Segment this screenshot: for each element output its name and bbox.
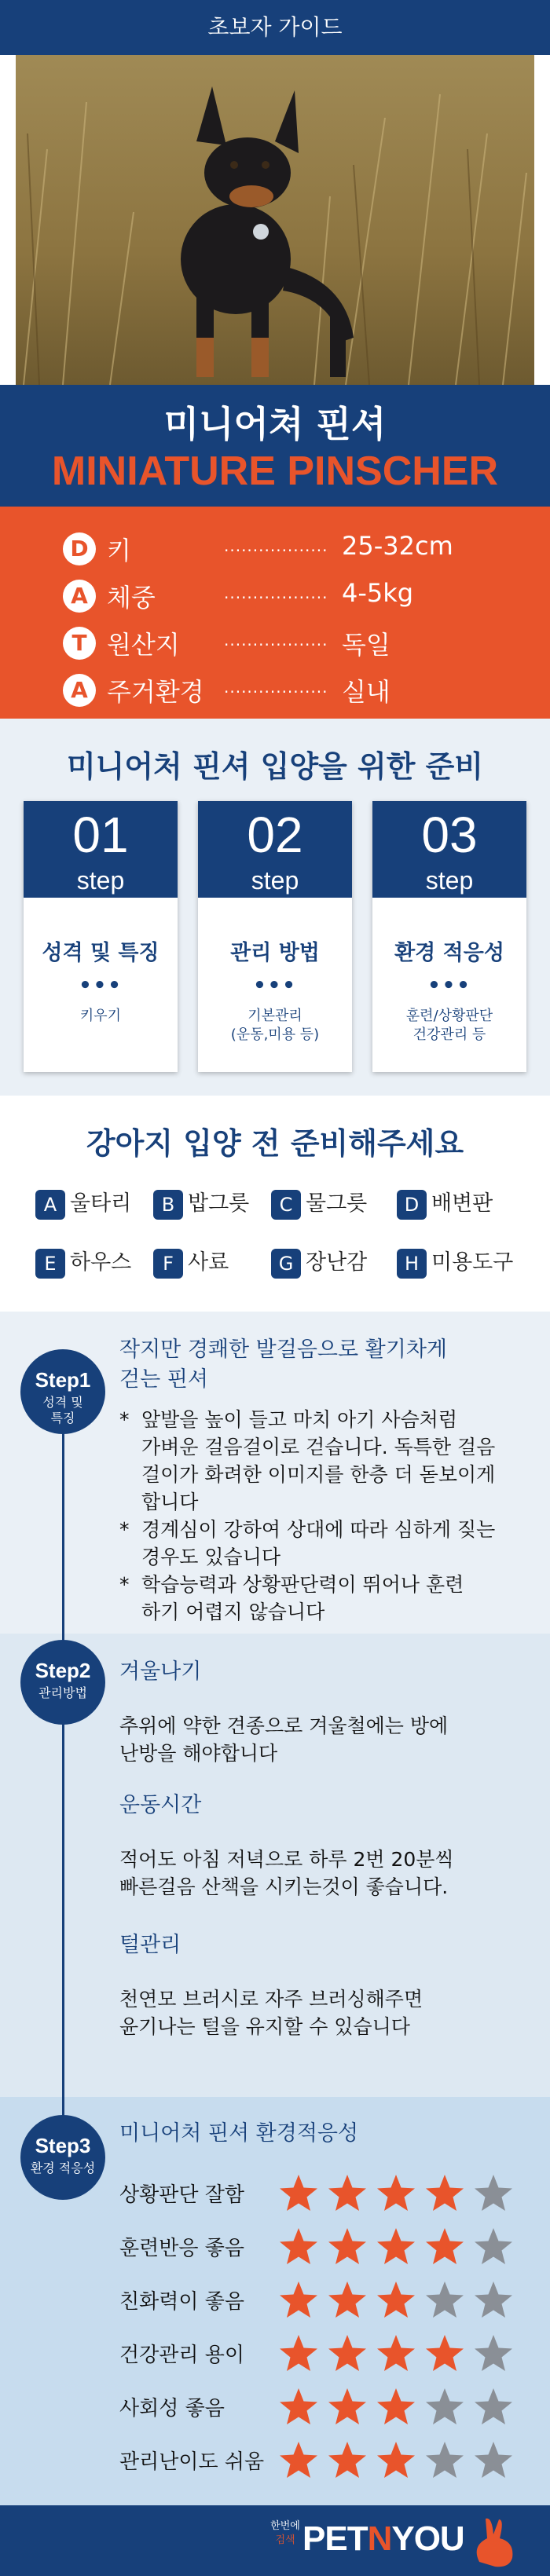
step2-text: 추위에 약한 견종으로 겨울철에는 방에 난방을 해야합니다	[119, 1714, 449, 1765]
info-dots: ..................	[224, 631, 328, 649]
rating-label: 관리난이도 쉬움	[119, 2450, 265, 2474]
step-circle-sub: 성격 및 특징	[42, 1395, 83, 1425]
step-circle-sub: 관리방법	[38, 1685, 87, 1700]
step-card-title: 환경 적응성	[394, 941, 504, 965]
checklist-item	[397, 1186, 493, 1219]
info-label: 주거환경	[107, 677, 204, 707]
checklist-item	[153, 1186, 249, 1219]
rabbit-mascot-icon	[464, 2515, 526, 2570]
checklist-label: 배변판	[431, 1191, 493, 1216]
checklist-item	[153, 1245, 229, 1278]
checklist-badge: F	[153, 1249, 183, 1279]
info-row-residence	[63, 670, 503, 709]
rating-row	[119, 2276, 536, 2323]
step-card-3	[372, 801, 526, 1072]
checklist-badge: E	[35, 1249, 65, 1279]
adoption-prep-section	[0, 719, 550, 1096]
info-dots: ..................	[224, 536, 328, 555]
star-empty-icon	[471, 2333, 515, 2373]
step-card-dots: •••	[253, 974, 297, 997]
star-filled-icon	[277, 2172, 321, 2213]
step-card-1	[24, 801, 178, 1072]
bullet-item: * 앞발을 높이 들고 마치 아기 사슴처럼 가벼운 걸음걸이로 걷습니다. 독특한 걸음 걸이가 화려한 이미지를 한층 더 돋보이게 합니다	[119, 1406, 536, 1516]
hero-photo	[16, 55, 534, 385]
star-filled-icon	[325, 2172, 369, 2213]
step-number: 03	[421, 807, 478, 863]
rating-label: 사회성 좋음	[119, 2397, 225, 2420]
rating-stars	[277, 2333, 520, 2372]
star-filled-icon	[325, 2333, 369, 2373]
star-filled-icon	[325, 2279, 369, 2320]
section-title: 미니어처 핀셔 입양을 위한 준비	[66, 749, 484, 784]
step-circle-label: Step2	[35, 1659, 91, 1682]
checklist-label: 하우스	[70, 1250, 132, 1275]
checklist-item	[397, 1245, 513, 1278]
step-card-desc: 기본관리	[248, 1008, 302, 1024]
star-filled-icon	[374, 2226, 418, 2267]
star-filled-icon	[423, 2226, 467, 2267]
timeline-line	[62, 1367, 64, 2168]
star-filled-icon	[374, 2172, 418, 2213]
rating-label: 훈련반응 좋음	[119, 2237, 244, 2260]
checklist-label: 울타리	[70, 1191, 132, 1216]
info-row-weight	[63, 576, 503, 615]
step-card-title: 관리 방법	[230, 941, 320, 965]
checklist-badge: A	[35, 1190, 65, 1220]
checklist-label: 미용도구	[431, 1250, 514, 1275]
info-dots: ..................	[224, 678, 328, 697]
star-filled-icon	[325, 2386, 369, 2427]
step-word: step	[425, 866, 474, 895]
bullet-item: * 경계심이 강하여 상대에 따라 심하게 짖는 경우도 있습니다	[119, 1516, 536, 1571]
rating-row	[119, 2436, 536, 2483]
step-card-desc: 키우기	[79, 1008, 122, 1024]
preparation-checklist	[0, 1096, 550, 1312]
checklist-badge: D	[397, 1190, 427, 1220]
step-circle-label: Step1	[35, 1368, 91, 1392]
step1-bullets	[119, 1406, 536, 1626]
step-card-desc: 건강관리 등	[412, 1026, 486, 1043]
checklist-item	[35, 1245, 131, 1278]
step1-heading-line: 작지만 경쾌한 발걸음으로 활기차게	[119, 1337, 447, 1362]
step-number: 02	[247, 807, 303, 863]
checklist-badge: H	[397, 1249, 427, 1279]
dog-photo-illustration	[16, 55, 534, 385]
info-value: 25-32cm	[342, 531, 453, 561]
star-empty-icon	[471, 2226, 515, 2267]
step-word: step	[251, 866, 299, 895]
star-empty-icon	[471, 2439, 515, 2480]
star-filled-icon	[277, 2226, 321, 2267]
step2-subheading: 털관리	[119, 1933, 182, 1957]
info-row-height	[63, 529, 503, 568]
info-badge: A	[63, 674, 96, 707]
info-value: 독일	[342, 630, 390, 660]
step3-heading: 미니어처 핀셔 환경적응성	[119, 2121, 359, 2146]
footer-tagline: 한번에 검색	[270, 2520, 300, 2546]
rating-stars	[277, 2172, 520, 2212]
star-filled-icon	[277, 2386, 321, 2427]
star-filled-icon	[374, 2386, 418, 2427]
step-number: 01	[72, 807, 129, 863]
info-label: 체중	[107, 583, 156, 613]
step-card-desc: (운동,미용 등)	[230, 1026, 320, 1043]
star-empty-icon	[471, 2279, 515, 2320]
rating-label: 건강관리 용이	[119, 2344, 244, 2367]
star-filled-icon	[277, 2439, 321, 2480]
checklist-item	[271, 1245, 367, 1278]
step-card-header	[198, 801, 352, 898]
step-card-header	[372, 801, 526, 898]
info-badge: D	[63, 532, 96, 565]
checklist-label: 물그릇	[306, 1191, 368, 1216]
step1-heading	[119, 1335, 447, 1395]
rating-stars	[277, 2226, 520, 2265]
rating-row	[119, 2223, 536, 2270]
step2-subheading: 겨울나기	[119, 1659, 202, 1684]
star-empty-icon	[471, 2172, 515, 2213]
breed-info-panel	[0, 507, 550, 719]
bullet-item: * 학습능력과 상황판단력이 뛰어나 훈련 하기 어렵지 않습니다	[119, 1571, 536, 1626]
checklist-badge: C	[271, 1190, 301, 1220]
info-dots: ..................	[224, 584, 328, 602]
star-filled-icon	[374, 2279, 418, 2320]
star-filled-icon	[277, 2279, 321, 2320]
star-empty-icon	[423, 2279, 467, 2320]
rating-label: 친화력이 좋음	[119, 2290, 244, 2314]
info-row-origin	[63, 623, 503, 662]
step-card-header	[24, 801, 178, 898]
star-filled-icon	[325, 2226, 369, 2267]
rating-row	[119, 2383, 536, 2430]
checklist-label: 사료	[188, 1250, 229, 1275]
step2-subheading: 운동시간	[119, 1793, 202, 1817]
rating-label: 상황판단 잘함	[119, 2183, 244, 2207]
star-filled-icon	[374, 2333, 418, 2373]
step2-text: 적어도 아침 저녁으로 하루 2번 20분씩 빠른걸음 산책을 시키는것이 좋습니다.	[119, 1848, 454, 1898]
star-empty-icon	[423, 2439, 467, 2480]
star-filled-icon	[423, 2333, 467, 2373]
checklist-badge: G	[271, 1249, 301, 1279]
checklist-item	[35, 1186, 131, 1219]
step2-text: 천연모 브러시로 자주 브러싱해주면 윤기나는 털을 유지할 수 있습니다	[119, 1988, 424, 2038]
star-filled-icon	[277, 2333, 321, 2373]
petnyou-logo[interactable]: PETNYOU	[302, 2519, 464, 2558]
checklist-label: 장난감	[306, 1250, 368, 1275]
checklist-item	[271, 1186, 367, 1219]
step-card-2	[198, 801, 352, 1072]
rating-stars	[277, 2279, 520, 2318]
step-card-dots: •••	[427, 974, 471, 997]
star-filled-icon	[374, 2439, 418, 2480]
info-value: 실내	[342, 677, 390, 707]
rating-row	[119, 2169, 536, 2216]
rating-stars	[277, 2386, 520, 2425]
star-filled-icon	[423, 2172, 467, 2213]
info-badge: A	[63, 580, 96, 613]
guide-header: 초보자 가이드	[0, 0, 550, 55]
rating-stars	[277, 2439, 520, 2479]
star-empty-icon	[471, 2386, 515, 2427]
checklist-badge: B	[153, 1190, 183, 1220]
breed-title-english: MINIATURE PINSCHER	[51, 448, 499, 494]
step-word: step	[76, 866, 125, 895]
info-value: 4-5kg	[342, 578, 414, 608]
info-label: 키	[107, 536, 131, 565]
step-card-dots: •••	[79, 974, 123, 997]
step2-circle	[20, 1640, 105, 1725]
rating-row	[119, 2329, 536, 2377]
step1-circle	[20, 1349, 105, 1434]
step-card-desc: 훈련/상황판단	[405, 1008, 493, 1024]
breed-title-korean: 미니어쳐 핀셔	[163, 403, 387, 445]
star-empty-icon	[423, 2386, 467, 2427]
star-filled-icon	[325, 2439, 369, 2480]
info-badge: T	[63, 627, 96, 660]
step-circle-sub: 환경 적응성	[30, 2161, 96, 2175]
step-circle-label: Step3	[35, 2134, 91, 2157]
info-label: 원산지	[107, 630, 180, 660]
step3-circle	[20, 2115, 105, 2200]
step1-heading-line: 걷는 핀셔	[119, 1367, 208, 1392]
footer	[0, 2505, 550, 2576]
title-band	[0, 385, 550, 507]
checklist-label: 밥그릇	[188, 1191, 250, 1216]
section-title: 강아지 입양 전 준비해주세요	[86, 1126, 464, 1161]
step-card-title: 성격 및 특징	[42, 941, 160, 965]
